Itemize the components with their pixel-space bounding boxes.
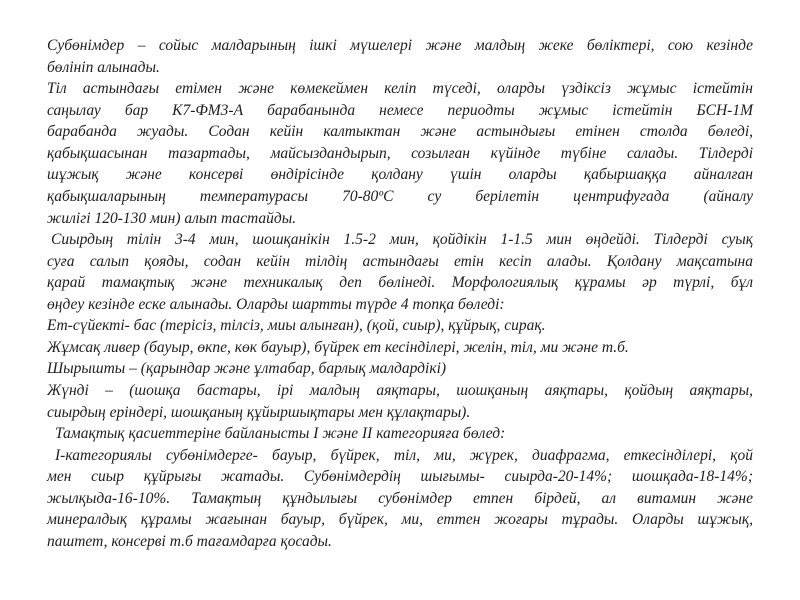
text-line: Тіл астындағы етімен және көмекеймен келіп түседі, оларды үздіксіз жұмыс істейтін [47, 80, 753, 98]
text-line: мен сиыр құйрығы жатады. Субөнімдердің шығымы- сиырда-20-14%; шошқада-18-14%; [47, 468, 753, 486]
text-line: жилігі 120-130 мин) алып тастайды. [47, 209, 297, 227]
text-line: Жүнді – (шошқа бастары, ірі малдың аяқтары, шошқаның аяқтары, қойдың аяқтары, [47, 382, 753, 399]
text-line: жылқыда-16-10%. Тамақтың құндылығы субөнімдер етпен бірдей, ал витамин және [47, 489, 753, 507]
document-text [47, 35, 753, 553]
text-line: паштет, консерві т.б тағамдарға қосады. [47, 532, 332, 550]
text-line: Субөнімдер – сойыс малдарының ішкі мүшелері және малдың жеке бөліктері, сою кезінде [47, 37, 753, 54]
text-line: Шырышты – (қарындар және ұлтабар, барлық малдардікі) [47, 360, 447, 378]
text-line: суға салып қояды, содан кейін тілдің астындағы етін кесіп алады. Қолдану мақсатына [47, 252, 753, 270]
text-line: Сиырдың тілін 3-4 мин, шошқанікін 1.5-2 мин, қойдікін 1-1.5 мин өңдейді. Тілдерді суық [51, 231, 753, 249]
text-line: сиырдың еріндері, шошқаның құйыршықтары мен құлақтары). [47, 403, 471, 421]
text-line: қабықшасынан тазартады, майсыздандырып, созылған күйінде түбіне салады. Тілдерді [47, 144, 753, 162]
text-line: барабанда жуады. Содан кейін калтыктан және астындығы етінен столда бөледі, [47, 123, 753, 141]
text-line: І-категориялы субөнімдерге- бауыр, бүйрек, тіл, ми, жүрек, диафрагма, еткесінділері, қой [55, 446, 753, 464]
text-line: өңдеу кезінде еске алынады. Оларды шартты түрде 4 топқа бөледі: [47, 295, 505, 313]
text-line: шұжық және консерві өндірісінде қолдану үшін оларды қабыршаққа айналған [47, 166, 753, 184]
text-line: бөлініп алынады. [47, 58, 160, 76]
text-line: саңылау бар К7-ФМ3-А барабанында немесе периодты жұмыс істейтін БСН-1М [47, 101, 753, 119]
text-line: Тамақтық қасиеттеріне байланысты І және ІІ категорияға бөлед: [55, 425, 506, 443]
text-line: Жұмсақ ливер (бауыр, өкпе, көк бауыр), бүйрек ет кесінділері, желін, тіл, ми және т.б. [47, 338, 629, 356]
text-line: Ет-сүйекті- бас (терісіз, тілсіз, миы алынған), (қой, сиыр), құйрық, сирақ. [47, 317, 546, 335]
text-line: қарай тамақтық және техникалық деп бөлінеді. Морфологиялық құрамы әр түрлі, бұл [47, 274, 753, 292]
text-line: минералдық құрамы жағынан бауыр, бүйрек, ми, еттен жоғары тұрады. Оларды шұжық, [47, 511, 753, 529]
text-line: қабықшаларының температурасы 70-80ºС су берілетін центрифугада (айналу [47, 187, 753, 205]
